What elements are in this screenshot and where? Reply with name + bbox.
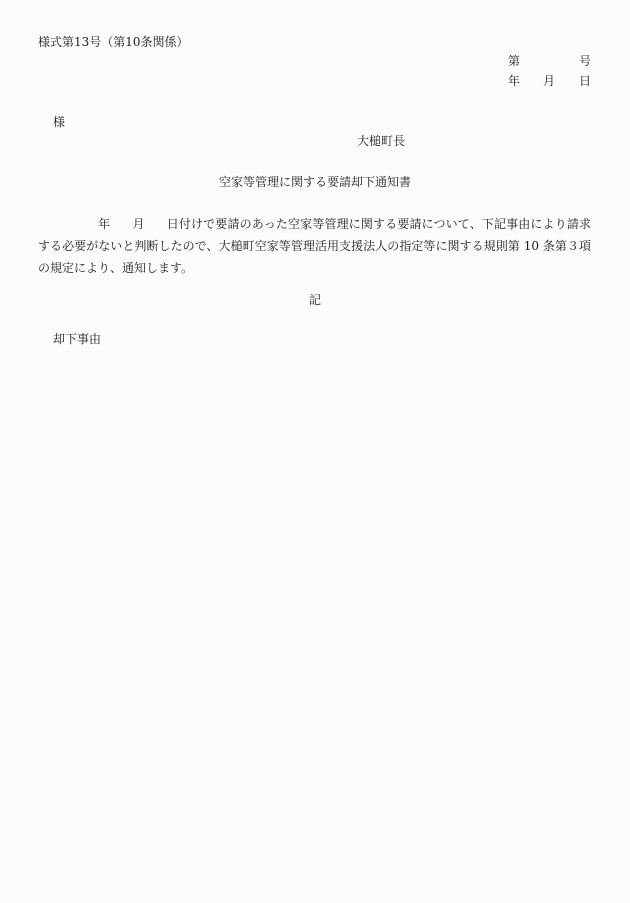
body-month-label: 月 xyxy=(132,217,145,231)
date-month-label: 月 xyxy=(543,74,556,88)
rejection-reason-label: 却下事由 xyxy=(53,332,102,346)
ki-heading: 記 xyxy=(308,293,321,307)
sender-name: 大槌町長 xyxy=(357,134,406,148)
document-number-prefix: 第 xyxy=(508,54,521,68)
date-year-label: 年 xyxy=(508,74,521,88)
document-title: 空家等管理に関する要請却下通知書 xyxy=(218,175,411,189)
body-year-label: 年 xyxy=(98,217,111,231)
form-number: 様式第13号（第10条関係） xyxy=(38,35,189,49)
body-text: 日付けで要請のあった空家等管理に関する要請について、下記事由により請求する必要がないと判断したので、大槌町空家等管理活用支援法人の指定等に関する規則第 10 条第３項の規定により、通知します。 xyxy=(38,217,591,275)
addressee-honorific: 様 xyxy=(53,115,66,129)
document-number-suffix: 号 xyxy=(579,54,592,68)
date-day-label: 日 xyxy=(579,74,592,88)
body-paragraph xyxy=(38,213,591,279)
